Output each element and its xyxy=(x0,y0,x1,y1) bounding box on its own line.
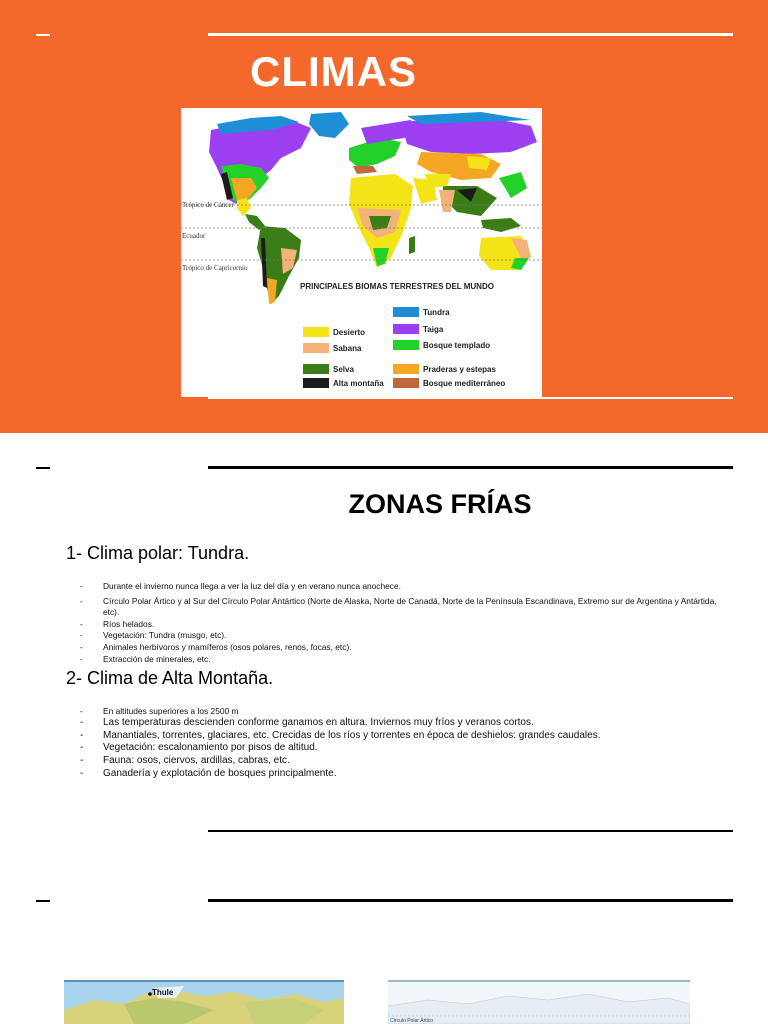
list-item: - Fauna: osos, ciervos, ardillas, cabras, etc. xyxy=(80,755,720,768)
legend-swatch xyxy=(303,327,329,337)
legend-label: Desierto xyxy=(333,327,366,337)
slide-bottom-rule xyxy=(208,397,733,399)
tropic-capricorn-label: Trópico de Capricornio xyxy=(182,264,248,272)
biomes-world-map xyxy=(181,108,542,397)
slide-title: CLIMAS xyxy=(250,48,417,95)
tropic-cancer-label: Trópico de Cáncer xyxy=(182,201,234,209)
slide-top-rule xyxy=(208,466,733,469)
legend-label: Sabana xyxy=(333,343,362,353)
equator-label: Ecuador xyxy=(182,232,206,240)
slide-climas xyxy=(0,0,768,433)
alta-montana-list xyxy=(80,705,720,781)
legend-swatch xyxy=(303,378,329,388)
legend-title: PRINCIPALES BIOMAS TERRESTRES DEL MUNDO xyxy=(300,282,494,291)
legend-swatch xyxy=(303,364,329,374)
legend-swatch xyxy=(393,307,419,317)
legend-item-tundra xyxy=(393,307,450,317)
list-item: - Vegetación: Tundra (musgo, etc). xyxy=(80,630,720,642)
list-item: - Durante el invierno nunca llega a ver la luz del día y en verano nunca anochece. xyxy=(80,581,720,593)
legend-swatch xyxy=(393,324,419,334)
slide-maps xyxy=(0,866,768,1024)
legend-swatch xyxy=(393,364,419,374)
world-map-graphic xyxy=(181,108,542,397)
legend-swatch xyxy=(303,343,329,353)
list-item: - Vegetación: escalonamiento por pisos de altitud. xyxy=(80,742,720,755)
list-item: - Extracción de minerales, etc. xyxy=(80,654,720,666)
legend-item-taiga xyxy=(393,324,443,334)
slide-bottom-rule xyxy=(208,830,733,832)
section-title-alta-montana: 2- Clima de Alta Montaña. xyxy=(66,668,274,688)
thule-label: Thule xyxy=(152,988,174,997)
list-item: - Las temperaturas descienden conforme ganamos en altura. Inviernos muy fríos y veranos cortos. xyxy=(80,717,720,730)
list-item: - Ríos helados. xyxy=(80,619,720,631)
legend-label: Bosque templado xyxy=(423,340,491,350)
list-item: - Círculo Polar Ártico y al Sur del Círculo Polar Antártico (Norte de Alaska, Norte de Canadá, Norte de la Península Escandinava, Extremo sur de Argentina y Antártida, etc). xyxy=(80,596,720,619)
legend-item-sabana xyxy=(303,343,361,353)
legend-item-praderas xyxy=(393,364,496,374)
legend-label: Taiga xyxy=(423,324,444,334)
section-title-tundra: 1- Clima polar: Tundra. xyxy=(66,543,250,563)
slide-heading: ZONAS FRÍAS xyxy=(348,489,532,519)
slide-dash xyxy=(36,900,50,902)
slide-top-rule xyxy=(208,33,733,36)
legend-item-alta-montana xyxy=(303,378,384,388)
polar-map-left xyxy=(64,980,344,1024)
tundra-list xyxy=(80,581,720,665)
slide-dash xyxy=(36,34,50,36)
slide-top-rule xyxy=(208,899,733,902)
polar-map-right xyxy=(388,980,690,1024)
legend-label: Praderas y estepas xyxy=(423,364,496,374)
arctic-circle-label: Círculo Polar Ártico xyxy=(390,1018,434,1024)
legend-swatch xyxy=(393,340,419,350)
polar-map-right-graphic xyxy=(388,980,690,1024)
list-item: - Animales herbívoros y mamíferos (osos polares, renos, focas, etc). xyxy=(80,642,720,654)
legend-label: Bosque mediterráneo xyxy=(423,378,506,388)
legend-item-selva xyxy=(303,364,354,374)
legend-label: Alta montaña xyxy=(333,378,384,388)
list-item: - En altitudes superiores a los 2500 m xyxy=(80,705,720,717)
slide-zonas-frias xyxy=(0,433,768,866)
legend-swatch xyxy=(393,378,419,388)
polar-map-left-graphic xyxy=(64,980,344,1024)
legend-label: Tundra xyxy=(423,307,450,317)
legend-item-bosque-templado xyxy=(393,340,490,350)
list-item: - Ganadería y explotación de bosques principalmente. xyxy=(80,768,720,781)
legend-item-desierto xyxy=(303,327,365,337)
list-item: - Manantiales, torrentes, glaciares, etc. Crecidas de los ríos y torrentes en época de deshielos: grandes caudales. xyxy=(80,730,720,743)
legend-label: Selva xyxy=(333,364,354,374)
legend-item-bosque-mediterraneo xyxy=(393,378,505,388)
slide-dash xyxy=(36,467,50,469)
